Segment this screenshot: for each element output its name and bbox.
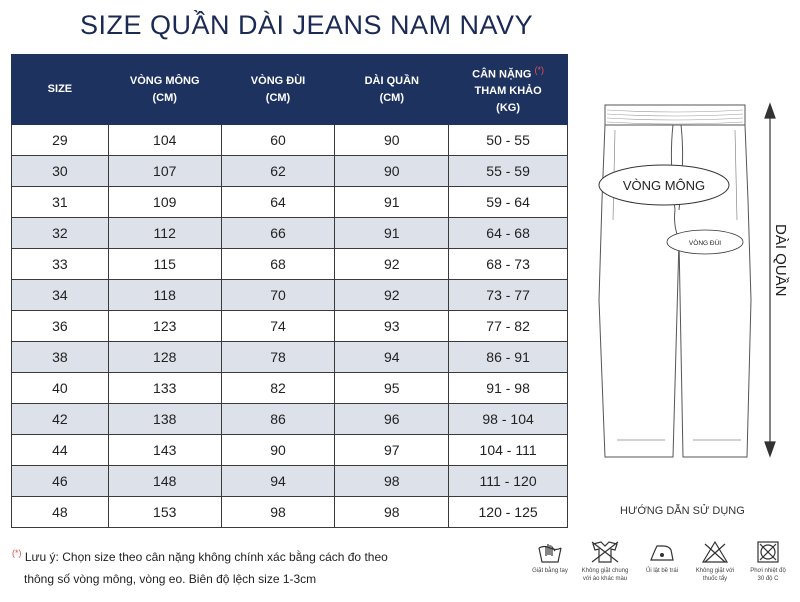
hip-label: VÒNG MÔNG — [622, 178, 706, 193]
cell-length: 91 — [335, 218, 449, 249]
cell-hip: 143 — [108, 435, 221, 466]
note-star: (*) — [12, 548, 22, 558]
cell-thigh: 68 — [221, 249, 335, 280]
cell-weight: 64 - 68 — [449, 218, 568, 249]
cell-hip: 115 — [108, 249, 221, 280]
cell-size: 33 — [12, 249, 109, 280]
cell-size: 34 — [12, 280, 109, 311]
cell-size: 30 — [12, 156, 109, 187]
header-thigh: VÒNG ĐÙI (CM) — [221, 55, 335, 125]
table-row — [12, 342, 568, 373]
table-header-row — [12, 55, 568, 125]
cell-length: 96 — [335, 404, 449, 435]
pants-diagram — [585, 100, 800, 470]
cell-weight: 77 - 82 — [449, 311, 568, 342]
cell-thigh: 98 — [221, 497, 335, 528]
table-row — [12, 311, 568, 342]
cell-hip: 123 — [108, 311, 221, 342]
page-title: SIZE QUẦN DÀI JEANS NAM NAVY — [80, 10, 534, 40]
table-row — [12, 280, 568, 311]
no-mixed-wash-icon: Không giặt chung với áo khác màu — [575, 540, 635, 583]
cell-hip: 107 — [108, 156, 221, 187]
cell-length: 92 — [335, 249, 449, 280]
cell-length: 98 — [335, 466, 449, 497]
note-line-1: Lưu ý: Chọn size theo cân nặng không chính xác bằng cách đo theo — [24, 550, 388, 564]
table-row — [12, 435, 568, 466]
cell-size: 46 — [12, 466, 109, 497]
table-row — [12, 404, 568, 435]
cell-hip: 104 — [108, 125, 221, 156]
header-weight: CÂN NẶNG (*) THAM KHẢO (KG) — [449, 55, 568, 125]
cell-thigh: 64 — [221, 187, 335, 218]
header-size: SIZE — [12, 55, 109, 125]
dry-30-icon: Phơi nhiệt độ 30 độ C — [738, 540, 798, 583]
cell-hip: 118 — [108, 280, 221, 311]
table-row — [12, 218, 568, 249]
cell-thigh: 86 — [221, 404, 335, 435]
cell-thigh: 78 — [221, 342, 335, 373]
cell-weight: 86 - 91 — [449, 342, 568, 373]
cell-length: 90 — [335, 125, 449, 156]
cell-weight: 68 - 73 — [449, 249, 568, 280]
cell-hip: 148 — [108, 466, 221, 497]
cell-size: 40 — [12, 373, 109, 404]
cell-length: 95 — [335, 373, 449, 404]
cell-size: 42 — [12, 404, 109, 435]
cell-hip: 138 — [108, 404, 221, 435]
cell-length: 98 — [335, 497, 449, 528]
table-row — [12, 497, 568, 528]
table-row — [12, 187, 568, 218]
cell-hip: 109 — [108, 187, 221, 218]
cell-weight: 55 - 59 — [449, 156, 568, 187]
pants-outline — [599, 105, 751, 457]
cell-size: 29 — [12, 125, 109, 156]
table-row — [12, 125, 568, 156]
cell-thigh: 82 — [221, 373, 335, 404]
table-row — [12, 373, 568, 404]
cell-weight: 111 - 120 — [449, 466, 568, 497]
cell-thigh: 90 — [221, 435, 335, 466]
cell-length: 94 — [335, 342, 449, 373]
length-label: DÀI QUẦN — [772, 224, 789, 297]
size-note — [12, 542, 512, 590]
cell-weight: 98 - 104 — [449, 404, 568, 435]
usage-guide-label: HƯỚNG DẪN SỬ DỤNG — [620, 505, 745, 517]
cell-thigh: 94 — [221, 466, 335, 497]
cell-length: 91 — [335, 187, 449, 218]
cell-size: 32 — [12, 218, 109, 249]
cell-length: 90 — [335, 156, 449, 187]
table-row — [12, 466, 568, 497]
iron-icon: Ủi lật bề trái — [632, 540, 692, 575]
size-table — [11, 54, 568, 528]
cell-size: 44 — [12, 435, 109, 466]
no-bleach-icon: Không giặt với thuốc tẩy — [685, 540, 745, 583]
cell-hip: 128 — [108, 342, 221, 373]
cell-length: 93 — [335, 311, 449, 342]
cell-size: 31 — [12, 187, 109, 218]
note-line-2: thông số vòng mông, vòng eo. Biên độ lệch size 1-3cm — [24, 572, 317, 586]
thigh-label: VÒNG ĐÙI — [688, 240, 722, 247]
cell-weight: 91 - 98 — [449, 373, 568, 404]
cell-size: 36 — [12, 311, 109, 342]
table-row — [12, 156, 568, 187]
cell-hip: 153 — [108, 497, 221, 528]
cell-weight: 59 - 64 — [449, 187, 568, 218]
cell-weight: 73 - 77 — [449, 280, 568, 311]
cell-size: 48 — [12, 497, 109, 528]
cell-weight: 120 - 125 — [449, 497, 568, 528]
cell-length: 97 — [335, 435, 449, 466]
cell-hip: 133 — [108, 373, 221, 404]
cell-thigh: 62 — [221, 156, 335, 187]
cell-length: 92 — [335, 280, 449, 311]
cell-weight: 104 - 111 — [449, 435, 568, 466]
table-row — [12, 249, 568, 280]
cell-thigh: 60 — [221, 125, 335, 156]
cell-weight: 50 - 55 — [449, 125, 568, 156]
cell-hip: 112 — [108, 218, 221, 249]
cell-thigh: 70 — [221, 280, 335, 311]
header-hip: VÒNG MÔNG (CM) — [108, 55, 221, 125]
header-length: DÀI QUẦN (CM) — [335, 55, 449, 125]
hand-wash-icon: Giặt bằng tay — [520, 540, 580, 575]
cell-thigh: 74 — [221, 311, 335, 342]
cell-size: 38 — [12, 342, 109, 373]
cell-thigh: 66 — [221, 218, 335, 249]
